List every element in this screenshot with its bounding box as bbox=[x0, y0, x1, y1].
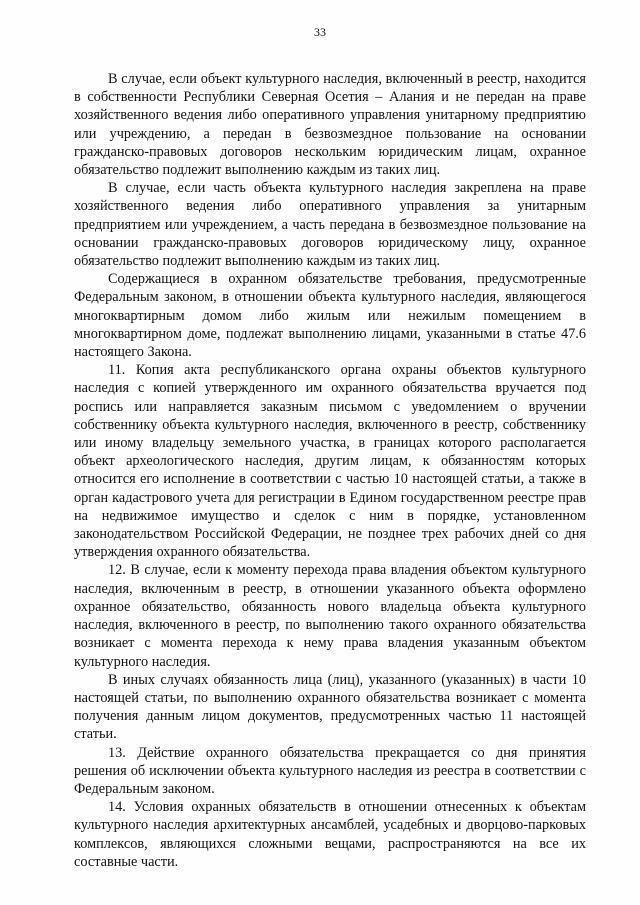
paragraph-partial-assignment: В случае, если часть объекта культурного наследия закреплена на праве хозяйственного ведения либо оперативного управления за унитарным предприятием или учреждением, а часть передана в безвозмездное пользование на основании гражданско-правовых договоров юридическому лицу, охранное обязательство подлежит выполнению каждым из таких лиц. bbox=[74, 180, 586, 270]
paragraph-state-property: В случае, если объект культурного наследия, включенный в реестр, находится в собственности Республики Северная Осетия – Алания и не передан на праве хозяйственного ведения либо оперативного управления унитарному предприятию или учреждению, а передан в безвозмездное пользование на основании гражданско-правовых договоров нескольким юридическим лицам, охранное обязательство подлежит выполнению каждым из таких лиц. bbox=[74, 71, 586, 179]
paragraph-apartment-building: Содержащиеся в охранном обязательстве требования, предусмотренные Федеральным законом, в отношении объекта культурного наследия, являющегося многоквартирным домом либо жилым или нежилым помещением в многоквартирном доме, подлежат выполнению лицами, указанными в статье 47.6 настоящего Закона. bbox=[74, 271, 586, 361]
document-body bbox=[74, 70, 586, 871]
paragraph-item-11: 11. Копия акта республиканского органа охраны объектов культурного наследия с копией утвержденного им охранного обязательства вручается под роспись или направляется заказным письмом с уведомлением о вручении собственнику объекта культурного наследия, включенного в реестр, собственнику или иному владельцу земельного участка, в границах которого располагается объект археологического наследия, другим лицам, к обязанностям которых относится его исполнение в соответствии с частью 10 настоящей статьи, а также в орган кадастрового учета для регистрации в Едином государственном реестре прав на недвижимое имущество и сделок с ним в порядке, установленном законодательством Российской Федерации, не позднее трех рабочих дней со дня утверждения охранного обязательства. bbox=[74, 362, 586, 561]
paragraph-item-13: 13. Действие охранного обязательства прекращается со дня принятия решения об исключении объекта культурного наследия из реестра в соответствии с Федеральным законом. bbox=[74, 744, 586, 797]
paragraph-item-14: 14. Условия охранных обязательств в отношении отнесенных к объектам культурного наследия архитектурных ансамблей, усадебных и дворцово-парковых комплексов, являющихся сложными вещами, распространяются на все их составные части. bbox=[74, 799, 586, 870]
paragraph-item-12: 12. В случае, если к моменту перехода права владения объектом культурного наследия, включенным в реестр, в отношении указанного объекта оформлено охранное обязательство, обязанность нового владельца объекта культурного наследия, включенного в реестр, по выполнению такого охранного обязательства возникает с момента перехода к нему права владения указанным объектом культурного наследия. bbox=[74, 562, 586, 670]
paragraph-other-cases: В иных случаях обязанность лица (лиц), указанного (указанных) в части 10 настоящей статьи, по выполнению охранного обязательства возникает с момента получения данным лицом документов, предусмотренных частью 11 настоящей статьи. bbox=[74, 671, 586, 743]
page-number: 33 bbox=[314, 25, 326, 39]
